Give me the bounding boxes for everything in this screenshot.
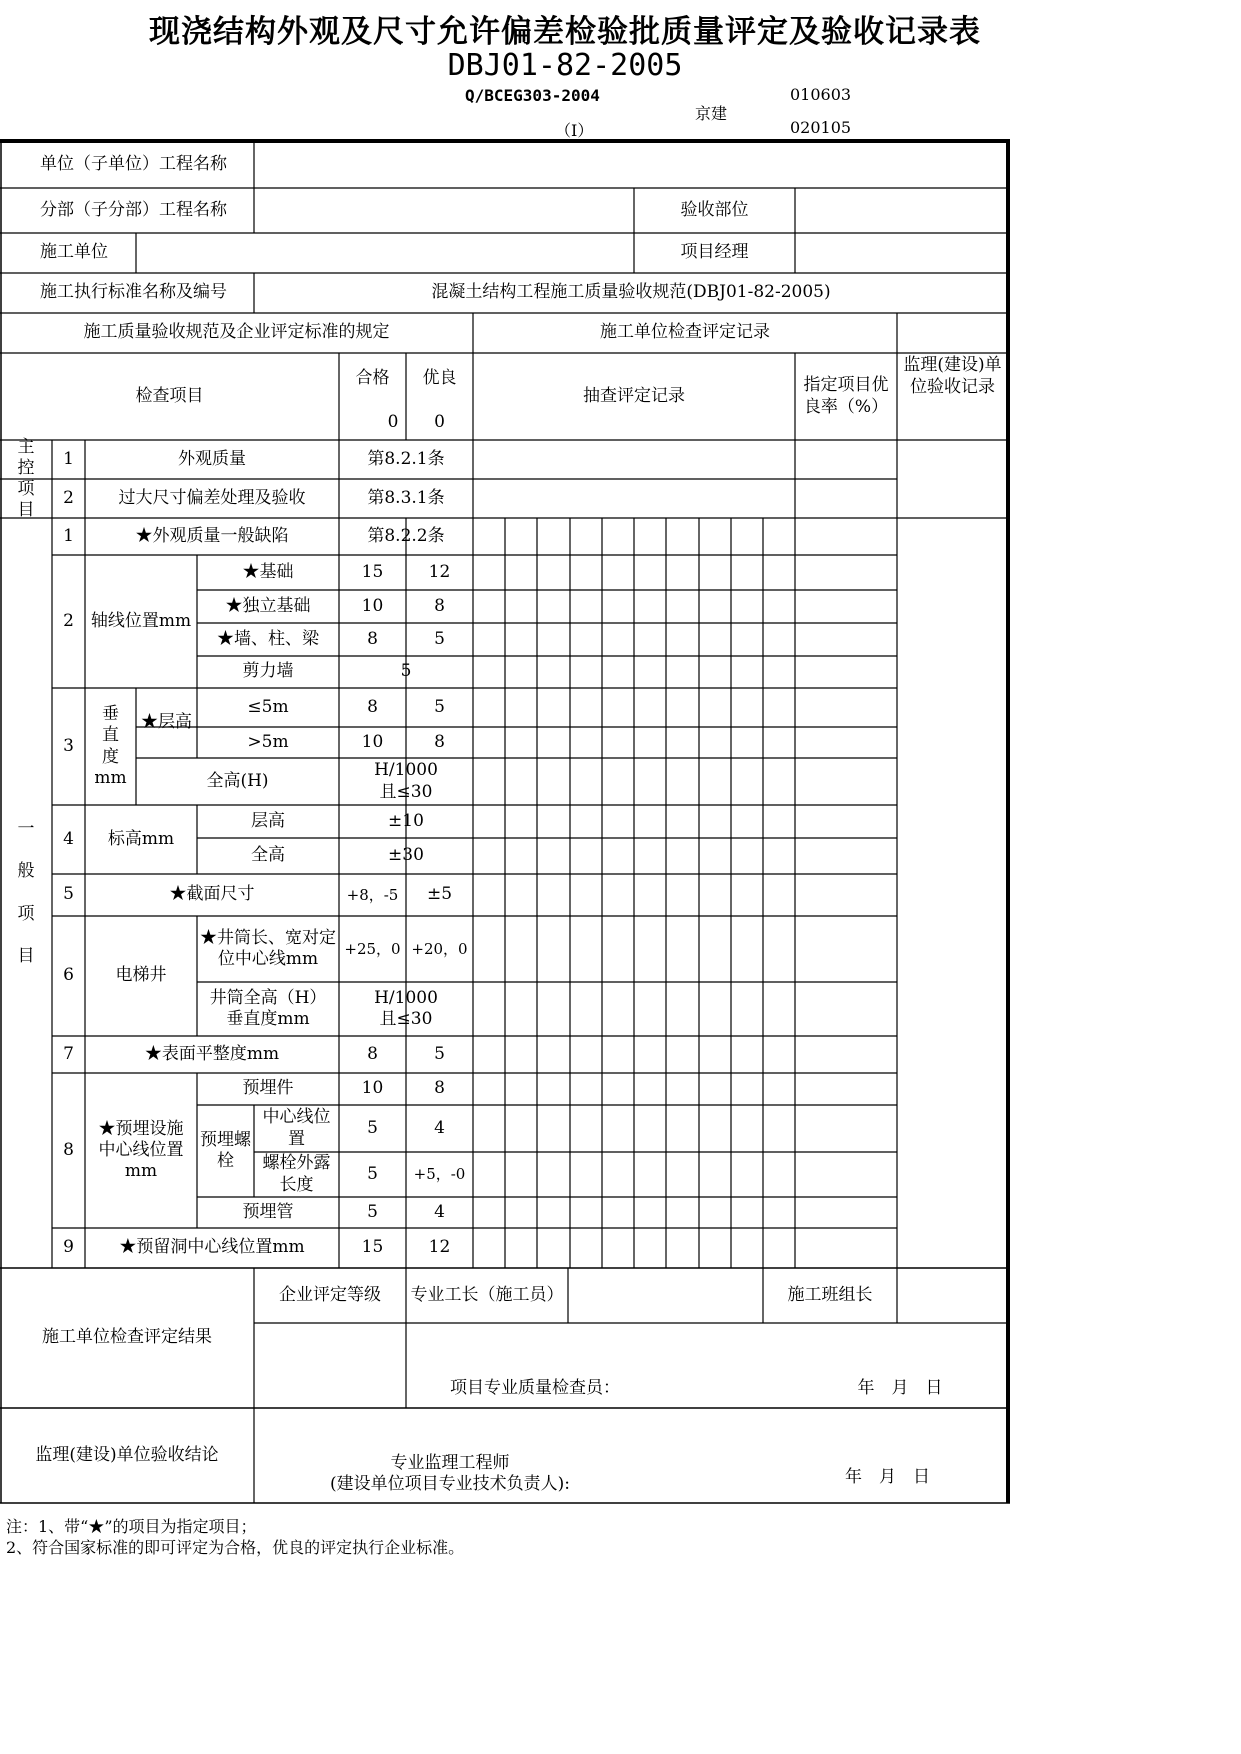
qualified-value: 5 <box>367 1163 378 1184</box>
project-manager-label: 项目经理 <box>680 242 749 263</box>
acceptance-part-label: 验收部位 <box>680 199 749 220</box>
general-item-name: 垂 直 度 mm <box>94 704 127 788</box>
general-item-name: 标高mm <box>107 828 175 849</box>
sub-item-name: 井筒全高（H） 垂直度mm <box>209 987 327 1029</box>
general-item-name: ★外观质量一般缺陷 <box>135 525 289 546</box>
constructor-check-result-label: 施工单位检查评定结果 <box>42 1327 212 1348</box>
sample-record-header: 抽查评定记录 <box>583 385 685 406</box>
sub-item-name: 中心线位 置 <box>262 1107 331 1149</box>
spec-section-header: 施工质量验收规范及企业评定标准的规定 <box>83 322 390 343</box>
sub-item-name: ★独立基础 <box>225 595 311 616</box>
main-item-name: 外观质量 <box>178 448 246 469</box>
enterprise-grade-label: 企业评定等级 <box>279 1284 381 1305</box>
main-item-standard: 第8.2.1条 <box>367 448 445 469</box>
sub-item-name: 预埋件 <box>242 1078 294 1099</box>
excellent-value: 8 <box>434 1078 445 1099</box>
check-item-header: 检查项目 <box>135 385 204 406</box>
tolerance-value: H/1000 且≤30 <box>374 987 438 1029</box>
sub-item-name: 全高 <box>251 845 285 866</box>
sub-item-name: 剪力墙 <box>242 661 294 682</box>
general-item-no: 1 <box>63 525 74 546</box>
excellent-zero: 0 <box>434 411 445 432</box>
general-item-no: 7 <box>63 1043 74 1064</box>
constructor-record-header: 施工单位检查评定记录 <box>600 322 770 343</box>
qualified-value: 5 <box>367 1201 378 1222</box>
sub-item-name: ★墙、柱、梁 <box>217 628 319 649</box>
constructor-label: 施工单位 <box>40 242 108 263</box>
general-item-standard: 第8.2.2条 <box>367 525 445 546</box>
supervisor-conclusion-label: 监理(建设)单位验收结论 <box>35 1444 219 1465</box>
foreman-label: 专业工长（施工员） <box>410 1284 564 1305</box>
general-items-group: 一 般 项 目 <box>17 818 35 967</box>
general-item-name: 轴线位置mm <box>90 610 192 631</box>
general-item-name: 电梯井 <box>115 965 167 986</box>
qualified-value: 8 <box>367 1043 378 1064</box>
sub-item-name: ★层高 <box>141 712 192 733</box>
tolerance-value: ±30 <box>388 845 424 866</box>
excellent-value: 5 <box>434 628 445 649</box>
general-item-no: 4 <box>63 828 74 849</box>
general-item-name: ★截面尺寸 <box>169 884 255 905</box>
qualified-header: 合格 <box>355 368 390 389</box>
general-item-name: ★预留洞中心线位置mm <box>119 1237 305 1258</box>
supervisor-record-header: 监理(建设)单 位验收记录 <box>903 355 1002 397</box>
supervising-engineer-label: 专业监理工程师 (建设单位项目专业技术负责人): <box>330 1452 570 1494</box>
engineer-date: 年 月 日 <box>845 1466 930 1487</box>
note-1: 注：1、带“★”的项目为指定项目； <box>6 1517 257 1536</box>
sub-item-name: ★井筒长、宽对定 位中心线mm <box>200 927 336 969</box>
sub-item-name: ≤5m <box>247 696 289 717</box>
unit-name-label: 单位（子单位）工程名称 <box>40 153 227 174</box>
form-title: 现浇结构外观及尺寸允许偏差检验批质量评定及验收记录表 <box>149 14 981 50</box>
main-item-no: 2 <box>63 487 74 508</box>
standard-name-label: 施工执行标准名称及编号 <box>40 282 227 303</box>
sub-item-name: 螺栓外露 长度 <box>262 1153 331 1195</box>
qualified-value: 8 <box>367 628 378 649</box>
sub-item-name: 层高 <box>251 810 285 831</box>
form-code-bottom: 020105 <box>790 118 852 137</box>
qualified-value: 10 <box>361 595 384 616</box>
sub-item-name: 预埋管 <box>242 1201 294 1222</box>
qualified-value: 8 <box>367 696 378 717</box>
qualified-value: 10 <box>361 1078 384 1099</box>
excellent-value: 5 <box>434 696 445 717</box>
excellent-header: 优良 <box>422 368 457 389</box>
qualified-value: 15 <box>361 1237 384 1258</box>
form-code-top: 010603 <box>790 85 852 104</box>
sub-item-name: ★基础 <box>242 561 294 582</box>
sub-item-name: 预埋螺 栓 <box>200 1129 251 1171</box>
inspector-date: 年 月 日 <box>857 1378 943 1399</box>
sub-item-name: >5m <box>247 731 289 752</box>
excellent-value: +20，0 <box>411 939 468 958</box>
excellent-value: 12 <box>428 561 451 582</box>
qualified-value: 10 <box>361 731 384 752</box>
excellent-value: ±5 <box>426 884 453 905</box>
qualified-zero: 0 <box>387 411 399 432</box>
general-item-name: ★预埋设施 中心线位置mm <box>98 1118 184 1182</box>
quality-inspector-label: 项目专业质量检查员： <box>450 1378 620 1399</box>
qualified-value: +25，0 <box>344 939 401 958</box>
general-item-no: 3 <box>63 735 74 756</box>
qualified-value: 15 <box>361 561 384 582</box>
general-item-no: 8 <box>63 1139 74 1160</box>
form-roman-number: （Ⅰ） <box>555 121 594 140</box>
main-item-standard: 第8.3.1条 <box>367 487 445 508</box>
general-item-name: ★表面平整度mm <box>144 1043 280 1064</box>
excellent-value: 4 <box>434 1201 445 1222</box>
general-item-no: 5 <box>63 884 74 905</box>
excellent-value: 4 <box>434 1117 445 1138</box>
standard-name-value: 混凝土结构工程施工质量验收规范(DBJ01-82-2005) <box>431 282 831 303</box>
excellent-value: 12 <box>428 1237 451 1258</box>
sub-item-name: 全高(H) <box>206 770 269 791</box>
excellent-value: 5 <box>434 1043 445 1064</box>
excellent-value: +5，-0 <box>413 1165 466 1184</box>
jingjian-label: 京建 <box>695 104 728 123</box>
excellent-value: 8 <box>434 595 445 616</box>
team-leader-label: 施工班组长 <box>787 1284 873 1305</box>
qualified-value: 5 <box>367 1117 378 1138</box>
general-item-no: 6 <box>63 965 74 986</box>
general-item-no: 2 <box>63 610 74 631</box>
form-standard-code: DBJ01-82-2005 <box>447 48 683 83</box>
excellent-value: 8 <box>434 731 445 752</box>
main-items-group: 主 控 项 目 <box>17 436 35 521</box>
tolerance-value: 5 <box>400 661 412 682</box>
enterprise-standard-code: Q/BCEG303-2004 <box>465 86 600 105</box>
sub-project-name-label: 分部（子分部）工程名称 <box>40 199 227 220</box>
general-item-no: 9 <box>63 1237 74 1258</box>
main-item-no: 1 <box>63 448 74 469</box>
excellent-rate-header: 指定项目优 良率（%） <box>803 375 889 417</box>
qualified-value: +8，-5 <box>346 885 399 904</box>
tolerance-value: H/1000 且≤30 <box>374 760 438 802</box>
note-2: 2、符合国家标准的即可评定为合格，优良的评定执行企业标准。 <box>6 1538 465 1557</box>
main-item-name: 过大尺寸偏差处理及验收 <box>118 487 306 508</box>
tolerance-value: ±10 <box>388 810 424 831</box>
